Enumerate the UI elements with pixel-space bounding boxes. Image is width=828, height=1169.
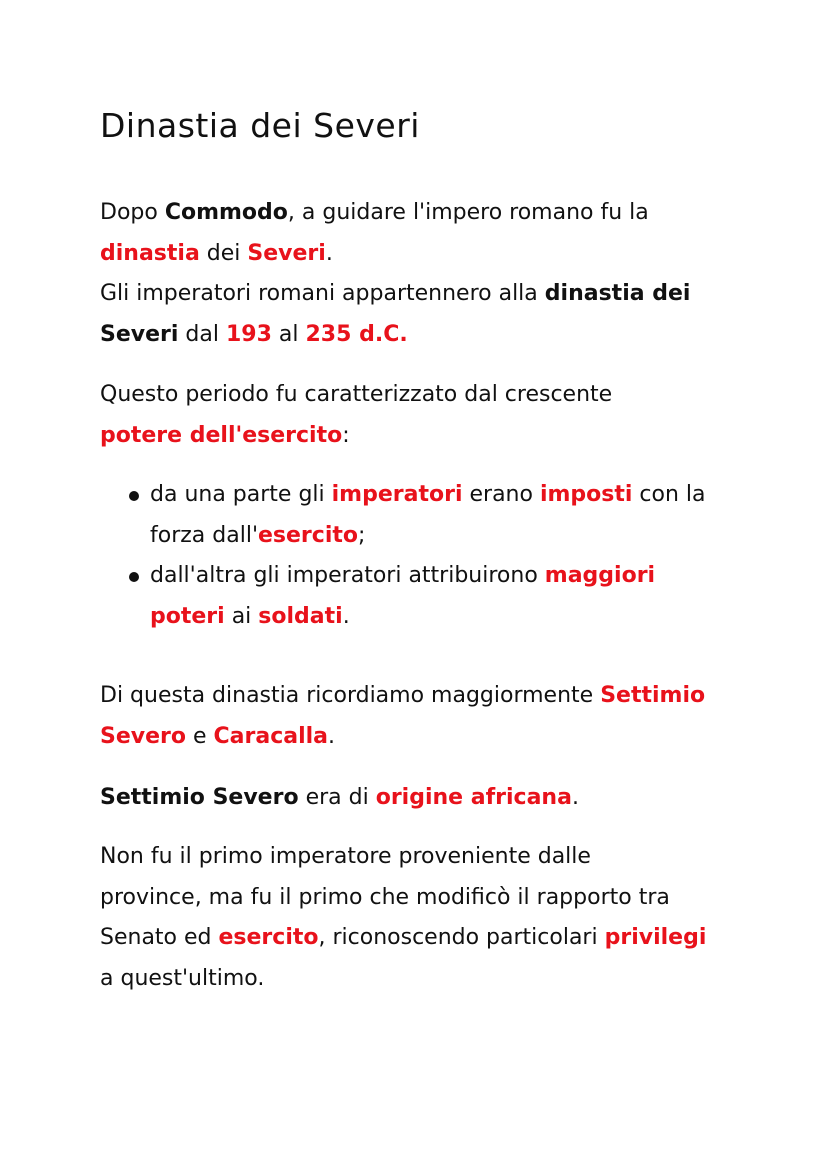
list-item bbox=[100, 556, 706, 637]
paragraph-period bbox=[100, 375, 740, 456]
text: dal bbox=[178, 321, 226, 347]
line bbox=[100, 193, 740, 234]
bullet-dot-icon bbox=[129, 491, 139, 501]
text: da una parte gli bbox=[150, 482, 332, 507]
text: e bbox=[186, 723, 214, 749]
line bbox=[100, 234, 740, 275]
bullet-dot-icon bbox=[129, 572, 139, 582]
text: . bbox=[571, 785, 579, 810]
line bbox=[100, 918, 740, 959]
line bbox=[100, 315, 740, 356]
line bbox=[100, 274, 740, 315]
text: . bbox=[342, 603, 350, 629]
line bbox=[150, 475, 706, 516]
line: Questo periodo fu caratterizzato dal crescente bbox=[100, 382, 613, 407]
text: dei bbox=[199, 240, 248, 266]
highlight-settimio: Settimio bbox=[600, 683, 706, 708]
line bbox=[100, 676, 740, 717]
highlight-year-193: 193 bbox=[225, 321, 272, 347]
line: province, ma fu il primo che modificò il rapporto tra bbox=[100, 884, 670, 910]
line bbox=[150, 556, 706, 597]
highlight-esercito: esercito bbox=[218, 925, 319, 950]
highlight-soldati: soldati bbox=[258, 603, 343, 629]
bold-settimio-severo: Settimio Severo bbox=[100, 785, 299, 810]
line: Non fu il primo imperatore proveniente dalle bbox=[100, 844, 591, 869]
bullet-list bbox=[100, 475, 706, 637]
line bbox=[150, 516, 706, 557]
paragraph-dynasty bbox=[100, 676, 740, 757]
text: Gli imperatori romani appartennero alla bbox=[100, 281, 545, 306]
highlight-maggiori: maggiori bbox=[544, 563, 656, 588]
paragraph-intro bbox=[100, 193, 740, 355]
line bbox=[100, 778, 740, 819]
highlight-esercito: esercito bbox=[258, 522, 358, 548]
highlight-imperatori: imperatori bbox=[331, 482, 463, 507]
highlight-severo: Severo bbox=[100, 723, 186, 749]
text: , riconoscendo particolari bbox=[318, 925, 605, 950]
text: . bbox=[328, 723, 336, 749]
text: con la bbox=[632, 482, 706, 507]
bold-commodo: Commodo bbox=[164, 200, 288, 225]
paragraph-origin bbox=[100, 778, 740, 819]
line bbox=[150, 597, 706, 638]
text: : bbox=[342, 422, 350, 448]
paragraph-senate bbox=[100, 837, 740, 999]
highlight-severi: Severi bbox=[247, 240, 326, 266]
text: Senato ed bbox=[100, 925, 219, 950]
line bbox=[100, 717, 740, 758]
highlight-poteri: poteri bbox=[150, 603, 225, 629]
highlight-caracalla: Caracalla bbox=[213, 723, 329, 749]
highlight-privilegi: privilegi bbox=[604, 925, 707, 950]
bold-dinastia-dei: dinastia dei bbox=[544, 281, 691, 306]
text: al bbox=[271, 321, 306, 347]
highlight-origine-africana: origine africana bbox=[375, 785, 572, 810]
text: ai bbox=[224, 603, 259, 629]
highlight-dinastia: dinastia bbox=[100, 240, 200, 266]
text: . bbox=[325, 240, 333, 266]
list-item bbox=[100, 475, 706, 556]
bold-severi: Severi bbox=[100, 321, 179, 347]
line: a quest'ultimo. bbox=[100, 965, 265, 991]
text: erano bbox=[462, 482, 540, 507]
line bbox=[100, 416, 740, 457]
text: ; bbox=[358, 522, 366, 548]
text: era di bbox=[298, 785, 376, 810]
text: , a guidare l'impero romano fu la bbox=[287, 200, 649, 225]
page-title: Dinastia dei Severi bbox=[100, 106, 420, 145]
text: dall'altra gli imperatori attribuirono bbox=[150, 563, 545, 588]
text: Dopo bbox=[100, 200, 165, 225]
highlight-year-235: 235 d.C. bbox=[305, 321, 408, 347]
text: Di questa dinastia ricordiamo maggiormente bbox=[100, 683, 601, 708]
highlight-potere-esercito: potere dell'esercito bbox=[100, 422, 343, 448]
text: forza dall' bbox=[150, 522, 258, 548]
highlight-imposti: imposti bbox=[539, 482, 633, 507]
